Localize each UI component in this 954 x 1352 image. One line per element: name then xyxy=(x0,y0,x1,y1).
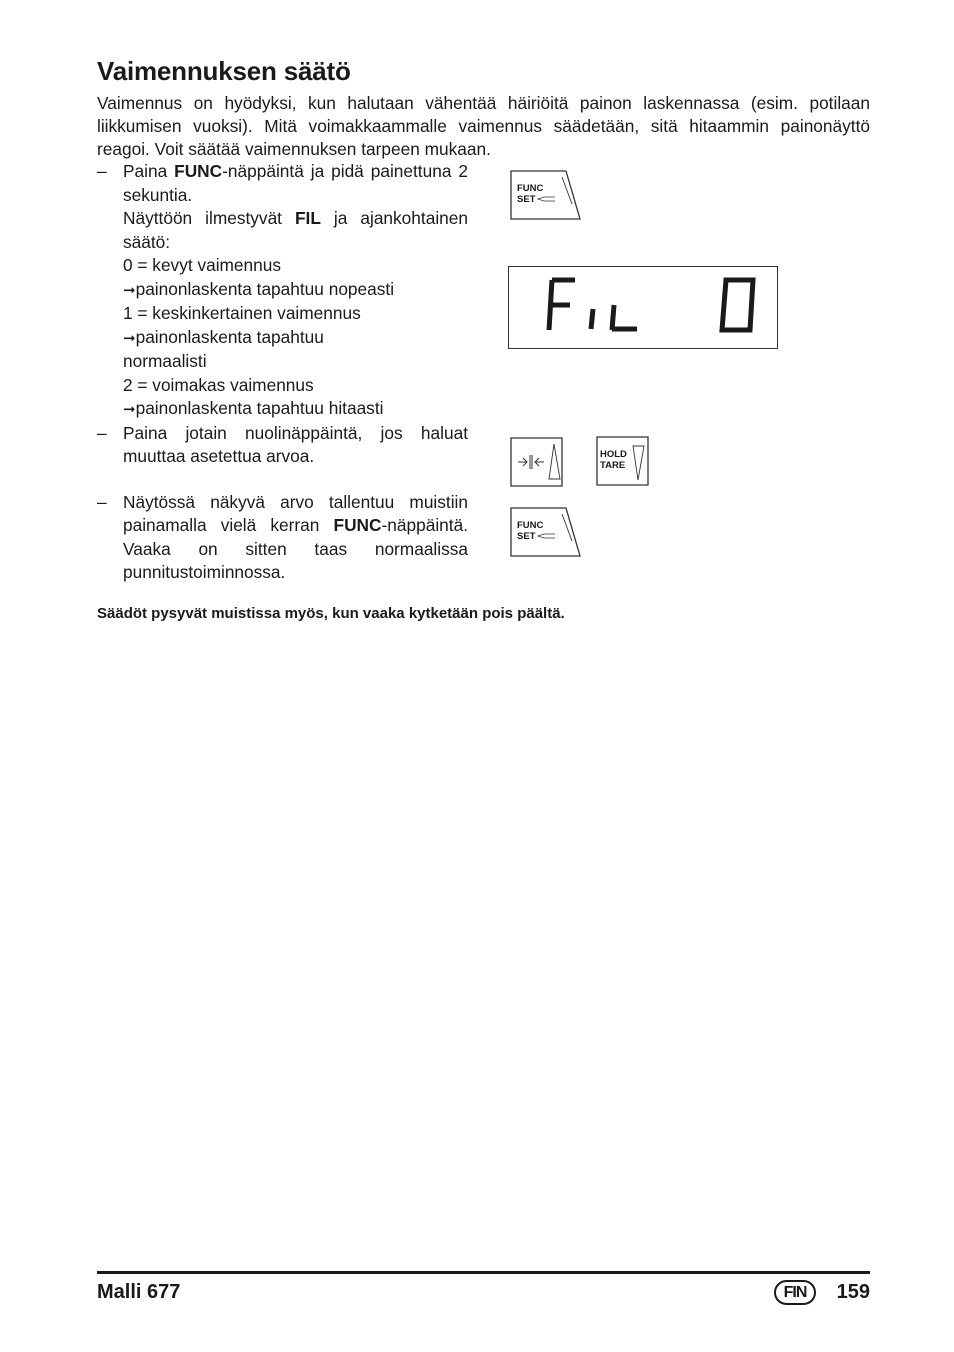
func-key-line1: FUNC xyxy=(517,183,544,194)
lcd-display xyxy=(508,266,778,349)
func-key-line2: SET xyxy=(517,531,536,542)
step-dash: – xyxy=(97,161,107,181)
option-effect-2 xyxy=(123,397,468,422)
step-1-instruction xyxy=(123,160,468,207)
option-level-2: 2 = voimakas vaimennus xyxy=(123,374,314,395)
step-dash: – xyxy=(97,491,107,512)
footer-divider xyxy=(97,1271,870,1274)
step-1 xyxy=(97,160,468,422)
display-text-post: ja ajankohtainen säätö: xyxy=(123,208,468,252)
step-3-text xyxy=(123,491,468,585)
func-set-key-top xyxy=(510,170,582,222)
page-number: 159 xyxy=(836,1281,870,1303)
option-level-1: 1 = keskinkertainen vaimennus xyxy=(123,303,361,323)
func-key-line1: FUNC xyxy=(517,520,544,531)
intro-paragraph: Vaimennus on hyödyksi, kun halutaan vähentää häiriöitä painon laskennassa (esim. potilaan liikkumisen vuoksi). Mitä voimakkaammalle vaimennus säädetään, sitä hitaammin painonäyttö reagoi. Voit säätää vaimennuksen tarpeen mukaan. xyxy=(97,93,870,159)
page-title: Vaimennuksen säätö xyxy=(97,56,351,86)
arrow-left-right-icon xyxy=(510,437,565,489)
func-key-label: FUNC xyxy=(174,161,223,181)
step-1-display-text xyxy=(123,207,468,254)
option-level-0: 0 = kevyt vaimennus xyxy=(123,255,282,275)
option-effect-0 xyxy=(123,278,468,303)
arrow-right-icon: ➞ xyxy=(123,401,136,418)
step-3-text-pre: Näytössä näkyvä arvo tallentuu muistiin painamalla vielä kerran xyxy=(123,491,468,535)
model-name: Malli 677 xyxy=(97,1281,181,1303)
arrow-right-icon: ➞ xyxy=(123,329,136,347)
display-readout-glyphs xyxy=(509,267,777,347)
instruction-steps xyxy=(97,160,468,585)
func-set-key-bottom xyxy=(510,507,582,559)
step-3 xyxy=(97,491,468,585)
func-key-label: FUNC xyxy=(333,515,382,535)
step-2-text: Paina jotain nuolinäppäintä, jos haluat muuttaa asetettua arvoa. xyxy=(123,422,468,466)
step-3-text-post: -näppäintä. Vaaka on sitten taas normaalissa punnitustoiminnossa. xyxy=(123,515,468,582)
option-effect-text: painonlaskenta tapahtuu hitaasti xyxy=(135,398,384,418)
option-effect-text: painonlaskenta tapahtuu normaalisti xyxy=(123,326,324,371)
language-badge: FIN xyxy=(774,1280,816,1305)
hold-tare-key xyxy=(596,436,652,488)
hold-key-line1: HOLD xyxy=(600,449,627,460)
memory-note: Säädöt pysyvät muistissa myös, kun vaaka kytketään pois päältä. xyxy=(97,605,565,622)
arrow-right-icon: ➞ xyxy=(123,281,136,299)
func-key-line2: SET xyxy=(517,194,536,205)
step-2 xyxy=(97,422,468,469)
option-effect-1 xyxy=(123,326,363,374)
option-effect-text: painonlaskenta tapahtuu nopeasti xyxy=(135,278,395,299)
arrow-key xyxy=(510,437,565,489)
fil-label: FIL xyxy=(295,208,321,228)
display-text-pre: Näyttöön ilmestyvät xyxy=(123,208,295,228)
step-1-text-post: -näppäintä ja pidä painettuna 2 sekuntia. xyxy=(123,161,468,205)
hold-key-line2: TARE xyxy=(600,460,626,471)
step-1-text-pre: Paina xyxy=(123,161,175,181)
step-dash: – xyxy=(97,422,107,443)
